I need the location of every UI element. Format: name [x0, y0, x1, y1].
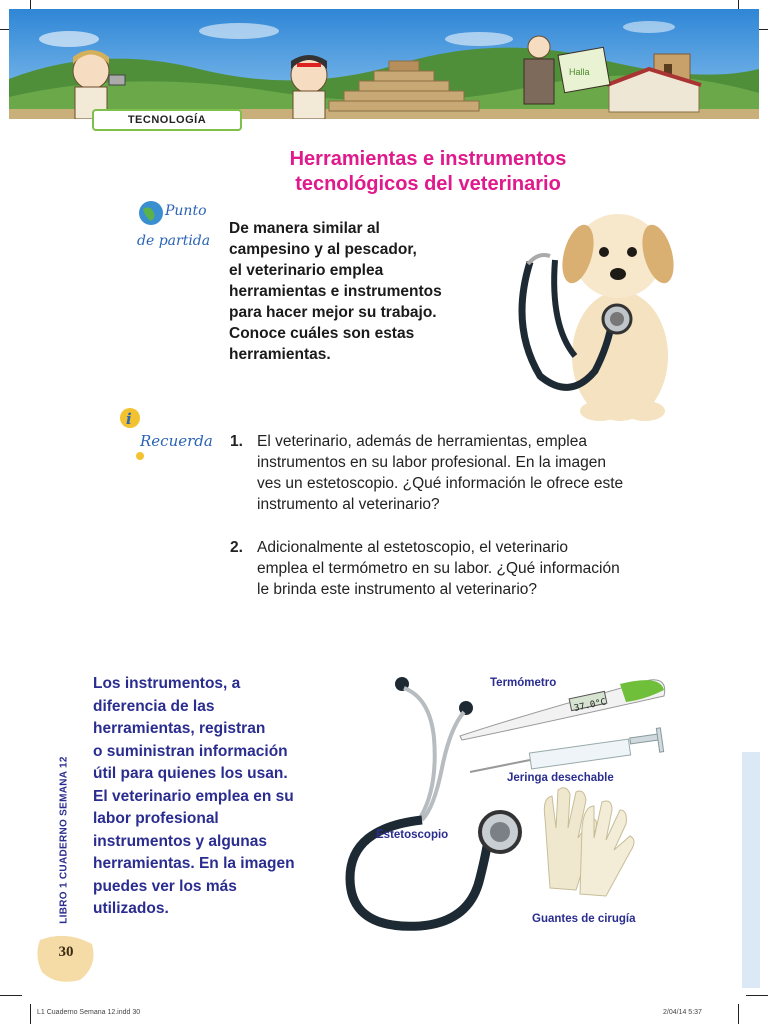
thermometer-display: 37.0°C — [573, 697, 608, 714]
stethoscope-label: Estetoscopio — [376, 829, 449, 841]
paragraph-line: El veterinario emplea en su — [93, 787, 294, 805]
paragraph-line: labor profesional — [93, 810, 219, 827]
paragraph-line: instrumentos y algunas — [93, 832, 267, 850]
question-line: ves un estetoscopio. ¿Qué información le ofrece este — [257, 475, 624, 492]
intro-line: herramientas. — [229, 346, 331, 363]
punto-de-partida-logo — [135, 197, 220, 259]
intro-line: el veterinario emplea — [229, 262, 384, 279]
question-line: instrumento al veterinario? — [257, 496, 440, 513]
intro-line: De manera similar al — [229, 220, 380, 237]
recuerda-logo — [118, 404, 218, 462]
intro-line: herramientas e instrumentos — [229, 283, 442, 300]
puppy-with-stethoscope-image — [500, 206, 680, 426]
paragraph-line: útil para quienes los usan. — [93, 765, 288, 782]
side-label — [52, 750, 76, 930]
syringe-image — [470, 728, 664, 772]
gloves-image — [544, 788, 634, 896]
intro-line: para hacer mejor su trabajo. — [229, 304, 437, 321]
paragraph-line: Los instrumentos, a — [93, 675, 241, 692]
paragraph-line: o suministran información — [93, 742, 288, 760]
crop-mark — [746, 995, 768, 996]
question-number: 2. — [230, 539, 243, 556]
side-label-text: LIBRO 1 CUADERNO SEMANA 12 — [58, 756, 70, 924]
page-title — [250, 147, 606, 197]
side-strip — [742, 752, 760, 988]
syringe-label: Jeringa desechable — [507, 772, 614, 784]
title-line: Herramientas e instrumentos — [289, 148, 567, 170]
paragraph-line: herramientas. En la imagen — [93, 855, 295, 872]
header-banner-illustration — [9, 9, 759, 119]
svg-text:i: i — [126, 410, 132, 428]
paragraph-line: diferencia de las — [93, 697, 215, 715]
crop-mark — [738, 1004, 739, 1024]
paragraph-line: puedes ver los más — [93, 877, 237, 895]
intro-line: Conoce cuáles son estas — [229, 325, 415, 342]
intro-paragraph — [229, 218, 489, 365]
logo-word: Punto — [165, 203, 207, 219]
title-line: tecnológicos del veterinario — [295, 173, 561, 195]
instruments-paragraph — [93, 673, 325, 921]
section-label: TECNOLOGÍA — [92, 109, 242, 131]
stethoscope-image — [350, 677, 520, 926]
question-line: El veterinario, además de herramientas, emplea — [257, 433, 587, 450]
instruments-illustration — [330, 668, 690, 938]
question-line: Adicionalmente al estetoscopio, el veterinario — [257, 539, 569, 556]
question-item — [230, 537, 680, 600]
recuerda-label: Recuerda — [140, 432, 213, 450]
crop-mark — [0, 995, 22, 996]
question-line: le brinda este instrumento al veterinario? — [257, 581, 538, 598]
page-number: 30 — [58, 944, 74, 960]
paragraph-line: herramientas, registran — [93, 720, 266, 737]
question-line: instrumentos en su labor profesional. En la imagen — [257, 454, 606, 471]
gloves-label: Guantes de cirugía — [532, 913, 636, 925]
footer-file-info: L1 Cuaderno Semana 12.indd 30 — [37, 1009, 141, 1016]
banner-sign-text: Halla — [569, 67, 590, 77]
intro-line: campesino y al pescador, — [229, 241, 417, 258]
footer-date: 2/04/14 5:37 — [663, 1009, 702, 1016]
paragraph-line: utilizados. — [93, 900, 169, 917]
question-line: emplea el termómetro en su labor. ¿Qué información — [257, 560, 620, 577]
crop-mark — [30, 1004, 31, 1024]
question-item — [230, 431, 680, 515]
logo-word: de partida — [137, 233, 211, 249]
question-number: 1. — [230, 433, 243, 450]
thermometer-label: Termómetro — [490, 677, 557, 689]
